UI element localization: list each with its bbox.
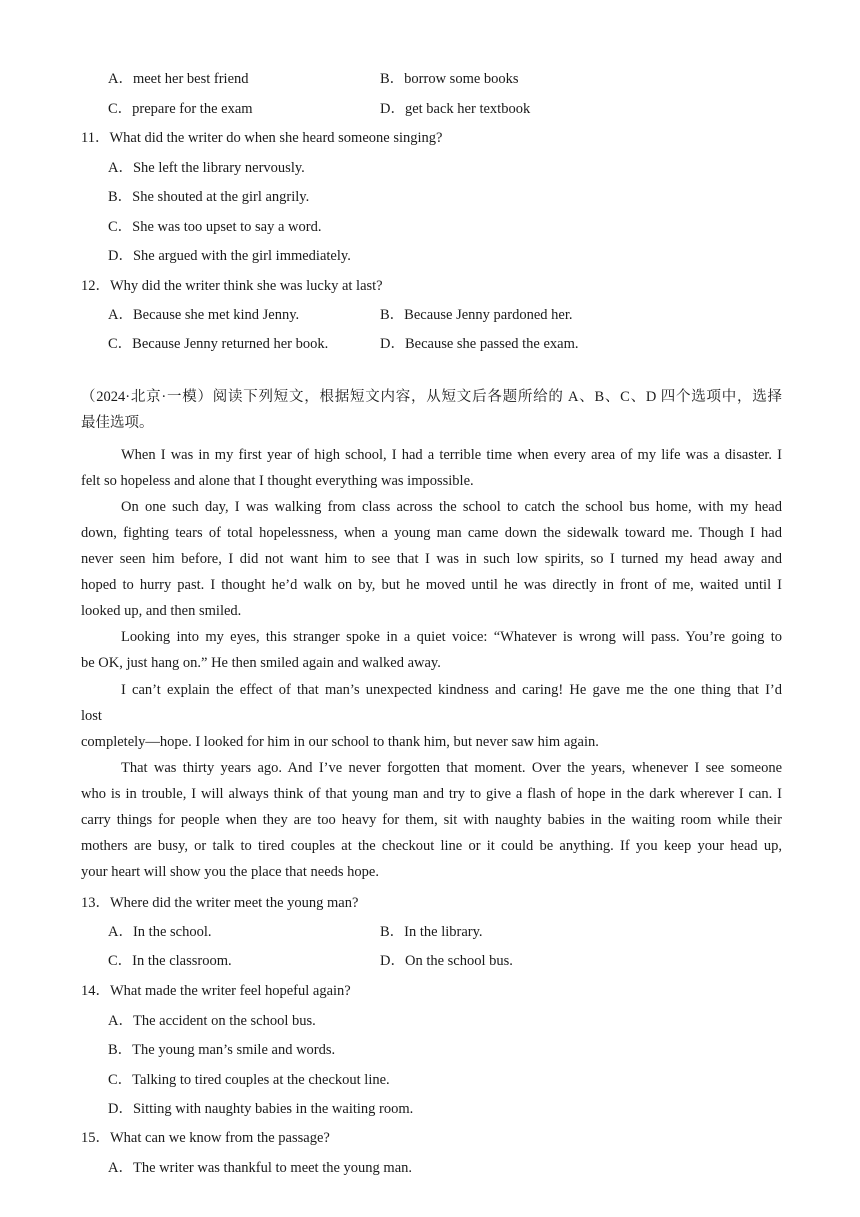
q12-option-a: A．Because she met kind Jenny.	[108, 307, 300, 323]
q10-option-a: A．meet her best friend	[108, 71, 249, 87]
q12-stem: 12．Why did the writer think she was lucky at last?	[81, 278, 383, 294]
passage-line: Looking into my eyes, this stranger spoke in a quiet voice: “Whatever is wrong will pass. You’re going to	[121, 629, 782, 645]
q15-option-a: A．The writer was thankful to meet the young man.	[108, 1160, 413, 1176]
q10-option-b: B．borrow some books	[380, 71, 519, 87]
q14-option-d: D．Sitting with naughty babies in the waiting room.	[108, 1101, 414, 1117]
passage-line: I can’t explain the effect of that man’s unexpected kindness and caring! He gave me the one thing that I’d	[121, 682, 782, 698]
passage-paragraph-2	[81, 494, 782, 624]
q13-option-d: D．On the school bus.	[380, 953, 513, 969]
q13-option-c: C．In the classroom.	[108, 953, 232, 969]
passage-line: completely—hope. I looked for him in our school to thank him, but never saw him again.	[81, 734, 599, 751]
passage-line: your heart will show you the place that needs hope.	[81, 864, 379, 881]
q12-option-d: D．Because she passed the exam.	[380, 336, 579, 352]
q10-option-c: C．prepare for the exam	[108, 101, 253, 117]
q13-option-b: B．In the library.	[380, 924, 483, 940]
q14-option-a: A．The accident on the school bus.	[108, 1013, 316, 1029]
passage-line: looked up, and then smiled.	[81, 603, 242, 620]
passage-line: On one such day, I was walking from class across the school to catch the school bus home, with my head	[121, 499, 782, 515]
passage-paragraph-1	[81, 442, 782, 494]
q11-stem: 11．What did the writer do when she heard someone singing?	[81, 130, 443, 146]
passage-line: hoped to hurry past. I thought he’d walk on by, but he moved until he was directly in front of me, waited until I	[81, 577, 782, 594]
passage-line: never seen him before, I did not want him to see that I was in such low spirits, so I turned my head away and	[81, 551, 782, 568]
q12-option-c: C．Because Jenny returned her book.	[108, 336, 329, 352]
q13-stem: 13．Where did the writer meet the young man?	[81, 895, 359, 911]
q11-option-a: A．She left the library nervously.	[108, 160, 305, 176]
passage-line: That was thirty years ago. And I’ve never forgotten that moment. Over the years, whenever I see someone	[121, 760, 782, 776]
passage-line: down, fighting tears of total hopelessness, when a young man came down the sidewalk toward me. Though I had	[81, 525, 782, 542]
passage-paragraph-3	[81, 624, 782, 676]
q14-option-b: B．The young man’s smile and words.	[108, 1042, 336, 1058]
passage-paragraph-4	[81, 677, 782, 755]
passage-paragraph-5	[81, 755, 782, 885]
instructions-line-2: 最佳选项。	[81, 415, 154, 432]
q14-stem: 14．What made the writer feel hopeful again?	[81, 983, 351, 999]
q11-option-b: B．She shouted at the girl angrily.	[108, 189, 310, 205]
q12-option-b: B．Because Jenny pardoned her.	[380, 307, 573, 323]
q14-option-c: C．Talking to tired couples at the checkout line.	[108, 1072, 390, 1088]
passage-line: be OK, just hang on.” He then smiled again and walked away.	[81, 655, 441, 672]
q10-option-d: D．get back her textbook	[380, 101, 531, 117]
instructions-line-1: （2024·北京·一模）阅读下列短文，根据短文内容，从短文后各题所给的 A、B、C、D 四个选项中，选择	[81, 389, 782, 405]
passage-line: When I was in my first year of high school, I had a terrible time when every area of my life was a disaster. I	[121, 447, 782, 463]
passage-line: felt so hopeless and alone that I thought everything was impossible.	[81, 473, 474, 490]
reading-instructions	[81, 384, 782, 436]
q11-option-d: D．She argued with the girl immediately.	[108, 248, 351, 264]
passage-line: who is in trouble, I will always think of that young man and try to give a flash of hope in the dark wherever I can. I	[81, 786, 782, 803]
q13-option-a: A．In the school.	[108, 924, 212, 940]
q15-stem: 15．What can we know from the passage?	[81, 1130, 330, 1146]
passage-line: lost	[81, 708, 102, 725]
q11-option-c: C．She was too upset to say a word.	[108, 219, 322, 235]
passage-line: mothers are busy, or talk to tired couples at the checkout line or it could be anything. If you keep your head up,	[81, 838, 782, 855]
passage-line: carry things for people when they are too heavy for them, sit with naughty babies in the waiting room while their	[81, 812, 782, 829]
